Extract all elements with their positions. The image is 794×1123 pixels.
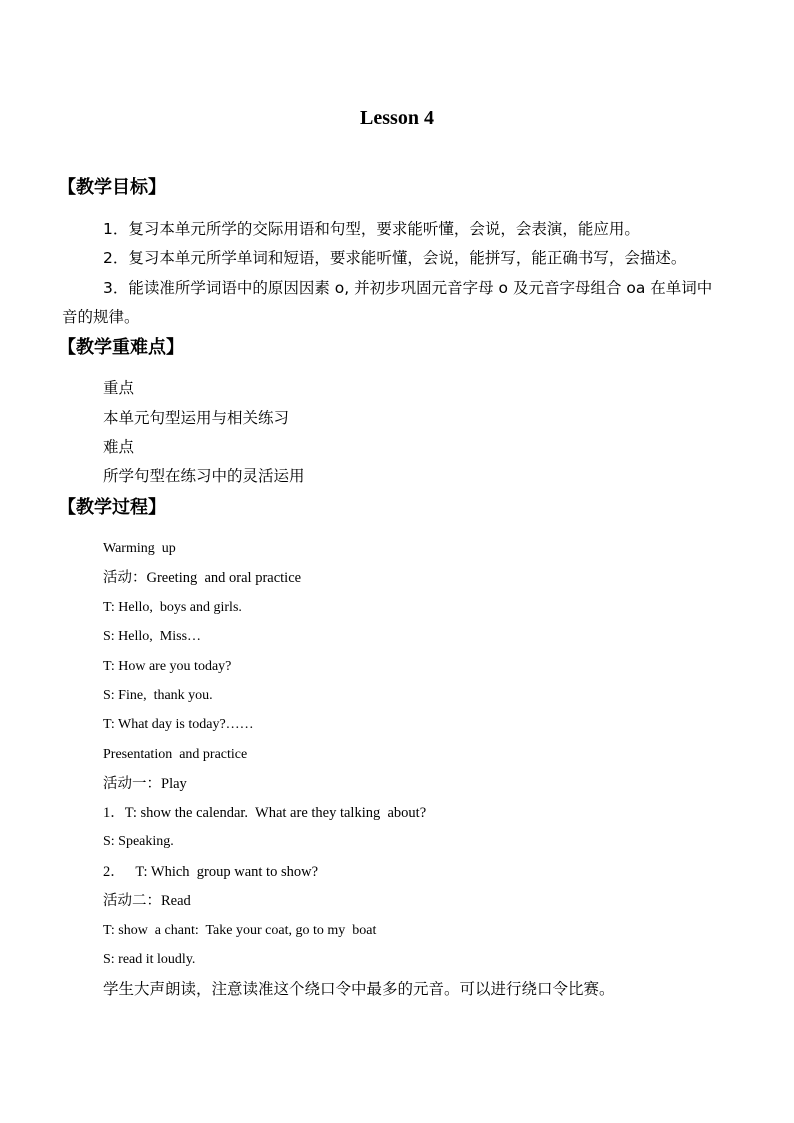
process-line: T: show a chant: Take your coat, go to my boat xyxy=(103,923,377,938)
objectives-heading: 【教学目标】 xyxy=(58,177,166,198)
process-line: S: Hello, Miss… xyxy=(103,629,202,644)
objective-item-3-continuation: 音的规律。 xyxy=(62,308,140,326)
key-point-text: 本单元句型运用与相关练习 xyxy=(103,409,290,427)
process-heading: 【教学过程】 xyxy=(58,497,166,518)
key-points-heading: 【教学重难点】 xyxy=(58,337,184,358)
process-line: S: Speaking. xyxy=(103,834,174,849)
process-line: S: read it loudly. xyxy=(103,952,196,967)
objective-item-2: 2．复习本单元所学单词和短语，要求能听懂，会说，能拼写，能正确书写，会描述。 xyxy=(103,249,687,267)
difficult-point-label: 难点 xyxy=(103,438,135,456)
process-line: Presentation and practice xyxy=(103,747,248,762)
process-line: 活动一：Play xyxy=(103,776,187,792)
process-line: 活动：Greeting and oral practice xyxy=(103,570,302,586)
process-line: 2． T: Which group want to show? xyxy=(103,864,319,880)
objective-item-1: 1．复习本单元所学的交际用语和句型，要求能听懂，会说，会表演，能应用。 xyxy=(103,220,640,238)
key-point-label: 重点 xyxy=(103,379,135,397)
objective-item-3: 3．能读准所学词语中的原因因素 o, 并初步巩固元音字母 o 及元音字母组合 oa 在单词中 xyxy=(103,279,713,297)
process-line: T: Hello, boys and girls. xyxy=(103,600,242,615)
process-line: 学生大声朗读，注意读准这个绕口令中最多的元音。可以进行绕口令比赛。 xyxy=(103,980,615,998)
difficult-point-text: 所学句型在练习中的灵活运用 xyxy=(103,467,305,485)
page-title: Lesson 4 xyxy=(360,107,434,129)
process-line: Warming up xyxy=(103,541,176,556)
process-line: T: How are you today? xyxy=(103,659,232,674)
process-line: 活动二：Read xyxy=(103,893,191,909)
process-line: 1．T: show the calendar. What are they talking about? xyxy=(103,805,427,821)
process-line: T: What day is today?…… xyxy=(103,717,254,732)
process-line: S: Fine, thank you. xyxy=(103,688,213,703)
